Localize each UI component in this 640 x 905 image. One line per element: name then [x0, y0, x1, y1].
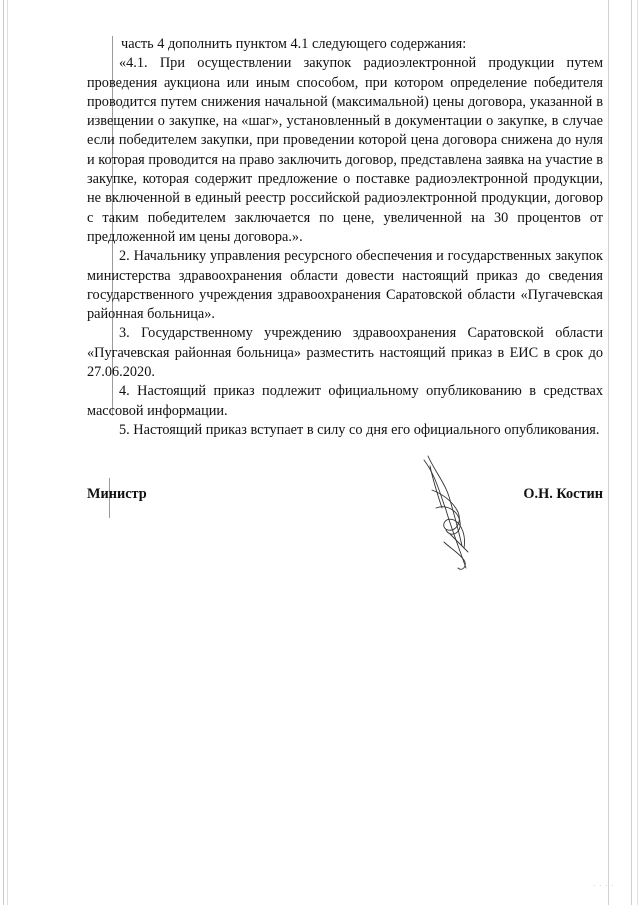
scan-noise-mark: · · · · — [593, 882, 615, 890]
paragraph-5: 5. Настоящий приказ вступает в силу со дня его официального опубликования. — [119, 421, 600, 438]
paragraph-3: 3. Государственному учреждению здравоохранения Саратовской области «Пугачевская районная больница» разместить настоящий приказ в ЕИС в срок до 27.06.2020. — [87, 325, 603, 381]
scan-edge-right-outer — [637, 0, 638, 905]
paragraph-4-1: «4.1. При осуществлении закупок радиоэлектронной продукции путем проведения аукциона или иным способом, при котором определение победителя проводится путем снижения начальной (максимальной) цены договора, указанной в извещении о закупке, на «шаг», установленный в документации о закупке, в случае если победителем закупки, при проведении которой цена договора снижена до нуля и которая проводится на право заключить договор, представлена заявка на участие в закупке, которая содержит предложение о поставке радиоэлектронной продукции, не включенной в единый реестр российской радиоэлектронной продукции, договор с таким победителем заключается по цене, увеличенной на 30 процентов от предложенной им цены договора.». — [87, 55, 603, 245]
paragraph-intro: часть 4 дополнить пунктом 4.1 следующего содержания: — [121, 36, 467, 52]
document-body — [87, 35, 603, 440]
signer-name: О.Н. Костин — [523, 486, 603, 502]
signature-row — [87, 486, 603, 503]
scan-edge-left-inner — [7, 0, 8, 905]
scan-edge-right-middle — [631, 0, 632, 905]
handwritten-signature-icon — [406, 450, 476, 580]
paragraph-2: 2. Начальнику управления ресурсного обеспечения и государственных закупок министерства здравоохранения области довести настоящий приказ до сведения государственного учреждения здравоохранения Саратовской области «Пугачевская районная больница». — [87, 248, 603, 323]
scan-edge-right-inner — [608, 0, 609, 905]
position-title: Министр — [87, 486, 147, 502]
paragraph-4: 4. Настоящий приказ подлежит официальному опубликованию в средствах массовой информации. — [87, 383, 603, 419]
scan-edge-left-outer — [3, 0, 4, 905]
